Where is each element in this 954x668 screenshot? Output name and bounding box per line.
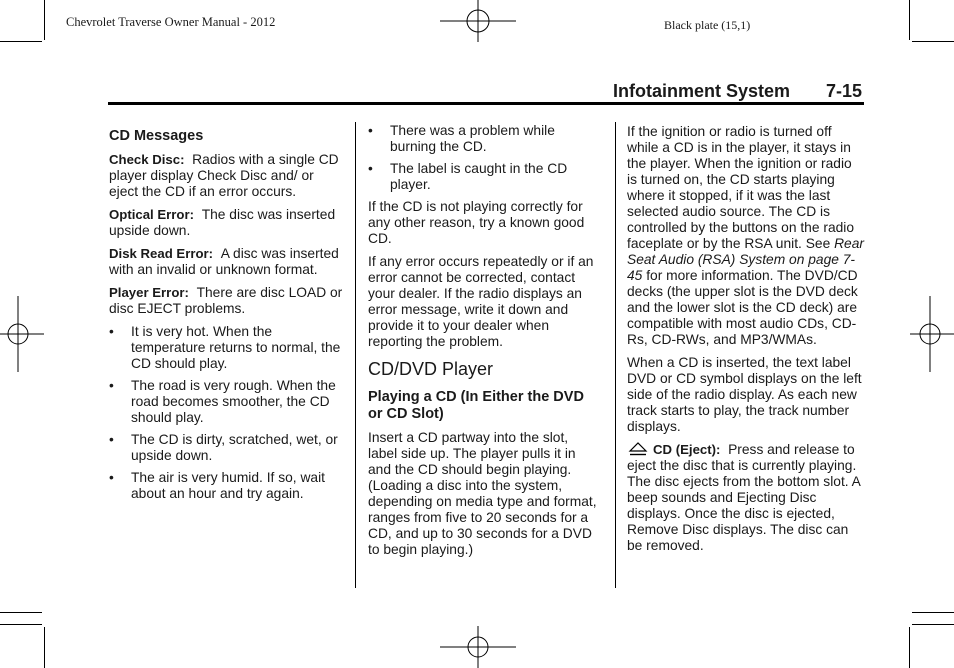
column-3 <box>627 124 865 561</box>
eject-icon <box>627 442 649 456</box>
bullet: • <box>109 470 114 485</box>
cause-list <box>109 324 345 502</box>
crop-mark <box>909 0 910 40</box>
paragraph: When a CD is inserted, the text label DVD or CD symbol displays on the left side of the radio display. As each new track starts to play, the track number displays. <box>627 355 862 434</box>
cd-messages-heading: CD Messages <box>109 128 204 144</box>
section-title: Infotainment System <box>613 81 791 101</box>
cross-reference: Rear Seat Audio (RSA) System on page 7-45 <box>627 236 864 283</box>
paragraph: Insert a CD partway into the slot, label side up. The player pulls it in and the CD should begin playing. (Loading a disc into the system, depending on media type and format, ranges from five to 20 seconds for a CD, and up to 30 seconds for a DVD to begin playing.) <box>368 430 597 557</box>
column-divider <box>615 122 616 588</box>
crop-mark <box>0 41 42 42</box>
column-2 <box>368 124 600 565</box>
message-text: A disc was inserted with an invalid or unknown format. <box>109 246 339 277</box>
paragraph: If the ignition or radio is turned off while a CD is in the player, it stays in the player. When the ignition or radio is turned on, the CD starts playing where it stopped, if it was the last selected audio source. The CD is controlled by the buttons on the radio faceplate or by the RSA unit. See Rear Seat Audio (RSA) System on page 7-45 for more information. The DVD/CD decks (the upper slot is the DVD deck and the lower slot is the CD deck) are compatible with most audio CDs, CD-Rs, CD-RWs, and MP3/WMAs. <box>627 124 864 347</box>
column-1 <box>109 124 345 508</box>
registration-mark-top <box>440 0 516 42</box>
header-rule <box>108 102 864 105</box>
message-entry <box>109 207 345 239</box>
crop-mark <box>44 0 45 40</box>
playing-cd-subheading: Playing a CD (In Either the DVD or CD Slot) <box>368 389 584 422</box>
registration-mark-left <box>0 296 44 372</box>
manual-title: Chevrolet Traverse Owner Manual - 2012 <box>66 15 276 29</box>
column-divider <box>355 122 356 588</box>
message-term: Check Disc: <box>109 152 185 167</box>
message-text: The disc was inserted upside down. <box>109 207 336 238</box>
message-term: Disk Read Error: <box>109 246 214 261</box>
message-term: Player Error: <box>109 285 189 300</box>
list-item: • The CD is dirty, scratched, wet, or upside down. <box>109 432 338 463</box>
message-entry <box>109 246 345 278</box>
crop-mark <box>912 41 954 42</box>
message-term: Optical Error: <box>109 207 195 222</box>
bullet: • <box>109 432 114 447</box>
crop-mark <box>0 612 42 613</box>
eject-term: CD (Eject): <box>653 442 721 457</box>
page-number: 7-15 <box>826 81 863 101</box>
bullet: • <box>368 123 373 138</box>
plate-label: Black plate (15,1) <box>664 18 751 32</box>
crop-mark <box>44 627 45 668</box>
registration-mark-right <box>910 296 954 372</box>
registration-mark-bottom <box>440 626 516 668</box>
list-item: • There was a problem while burning the CD. <box>368 123 555 154</box>
bullet: • <box>109 324 114 339</box>
list-item: • The air is very humid. If so, wait about an hour and try again. <box>109 470 325 501</box>
eject-text: Press and release to eject the disc that is currently playing. The disc ejects from the bottom slot. A beep sounds and Ejecting Disc displays. Once the disc is ejected, Remove Disc displays. The disc can be removed. <box>627 442 861 553</box>
message-entry <box>109 285 345 317</box>
message-text: Radios with a single CD player display Check Disc and/ or eject the CD if an error occurs. <box>109 152 339 199</box>
crop-mark <box>0 624 42 625</box>
paragraph: If any error occurs repeatedly or if an error cannot be corrected, contact your dealer. If the radio displays an error message, write it down and provide it to your dealer when reporting the problem. <box>368 254 594 349</box>
bullet: • <box>109 378 114 393</box>
crop-mark <box>912 624 954 625</box>
crop-mark <box>909 627 910 668</box>
message-text: There are disc LOAD or disc EJECT problems. <box>109 285 343 316</box>
list-item: • It is very hot. When the temperature returns to normal, the CD should play. <box>109 324 341 371</box>
list-item: • The label is caught in the CD player. <box>368 161 568 192</box>
cd-dvd-player-heading: CD/DVD Player <box>368 359 494 379</box>
message-entry <box>109 152 345 200</box>
eject-paragraph <box>627 442 865 554</box>
paragraph: If the CD is not playing correctly for any other reason, try a known good CD. <box>368 199 585 246</box>
cause-list-continued <box>368 123 600 193</box>
bullet: • <box>368 161 373 176</box>
crop-mark <box>912 612 954 613</box>
list-item: • The road is very rough. When the road becomes smoother, the CD should play. <box>109 378 336 425</box>
